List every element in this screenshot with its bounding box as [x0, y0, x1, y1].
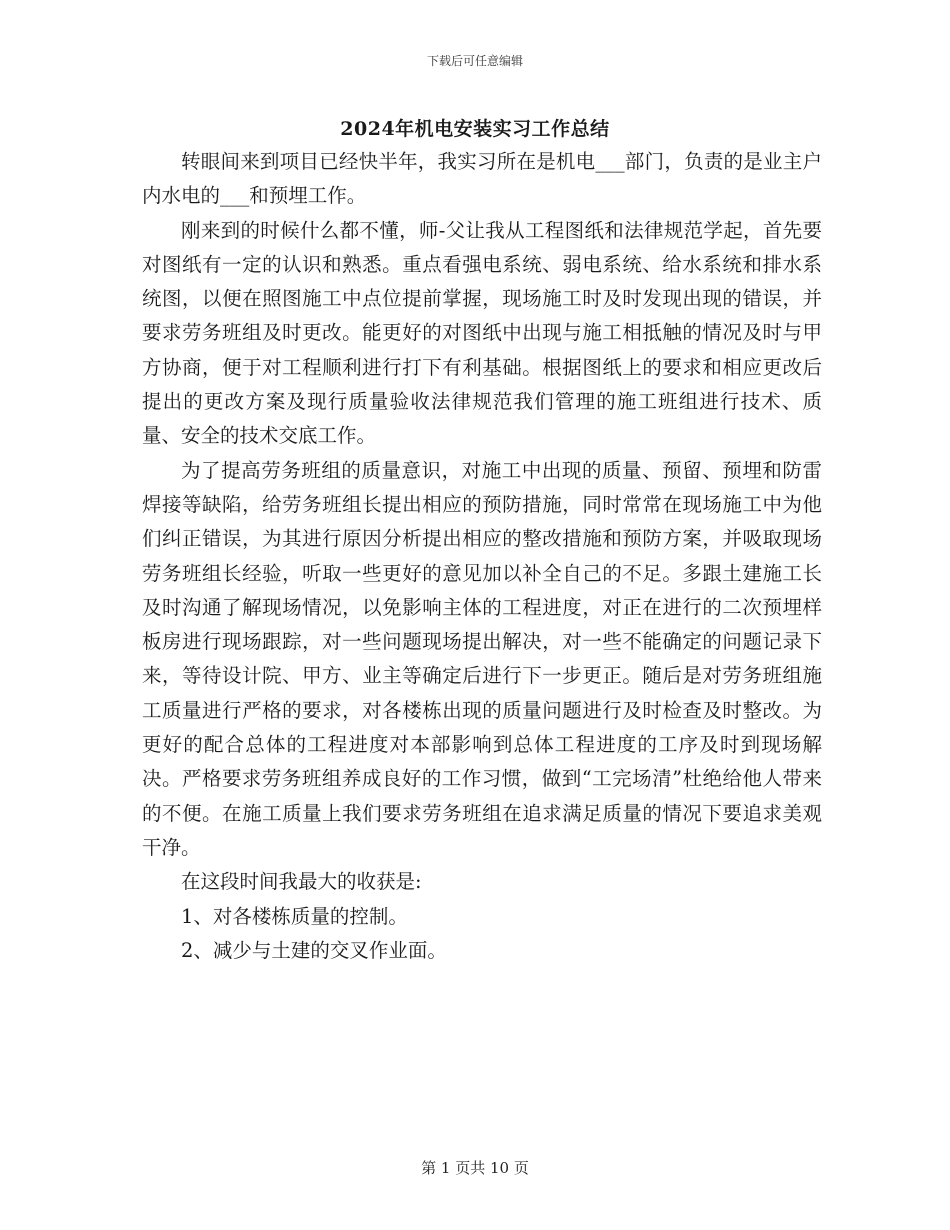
paragraph-intro: 转眼间来到项目已经快半年，我实习所在是机电___部门，负责的是业主户内水电的___和预埋工作。: [142, 150, 822, 208]
paragraph-gains: 在这段时间我最大的收获是:: [181, 870, 422, 894]
paragraph-drawings: 刚来到的时候什么都不懂，师-父让我从工程图纸和法律规范学起，首先要对图纸有一定的认识和熟悉。重点看强电系统、弱电系统、给水系统和排水系统图，以便在照图施工中点位提前掌握，现场施工时及时发现出现的错误，并要求劳务班组及时更改。能更好的对图纸中出现与施工相抵触的情况及时与甲方协商，便于对工程顺利进行打下有利基础。根据图纸上的要求和相应更改后提出的更改方案及现行质量验收法律规范我们管理的施工班组进行技术、质量、安全的技术交底工作。: [142, 218, 822, 448]
page-footer-number: 第 1 页共 10 页: [421, 1159, 529, 1177]
document-body: [142, 145, 822, 968]
paragraph-quality: 为了提高劳务班组的质量意识，对施工中出现的质量、预留、预埋和防雷焊接等缺陷，给劳务班组长提出相应的预防措施，同时常常在现场施工中为他们纠正错误，为其进行原因分析提出相应的整改措施和预防方案，并吸取现场劳务班组长经验，听取一些更好的意见加以补全自己的不足。多跟土建施工长及时沟通了解现场情况，以免影响主体的工程进度，对正在进行的二次预埋样板房进行现场跟踪，对一些问题现场提出解决，对一些不能确定的问题记录下来，等待设计院、甲方、业主等确定后进行下一步更正。随后是对劳务班组施工质量进行严格的要求，对各楼栋出现的质量问题进行及时检查及时整改。为更好的配合总体的工程进度对本部影响到总体工程进度的工序及时到现场解决。严格要求劳务班组养成良好的工作习惯，做到“工完场清”杜绝给他人带来的不便。在施工质量上我们要求劳务班组在追求满足质量的情况下要追求美观干净。: [142, 458, 822, 859]
document-title: 2024年机电安装实习工作总结: [340, 118, 610, 140]
list-item-1: 1、对各楼栋质量的控制。: [181, 904, 408, 928]
page-header-note: 下载后可任意编辑: [426, 54, 523, 68]
list-item-2: 2、减少与土建的交叉作业面。: [181, 938, 447, 962]
